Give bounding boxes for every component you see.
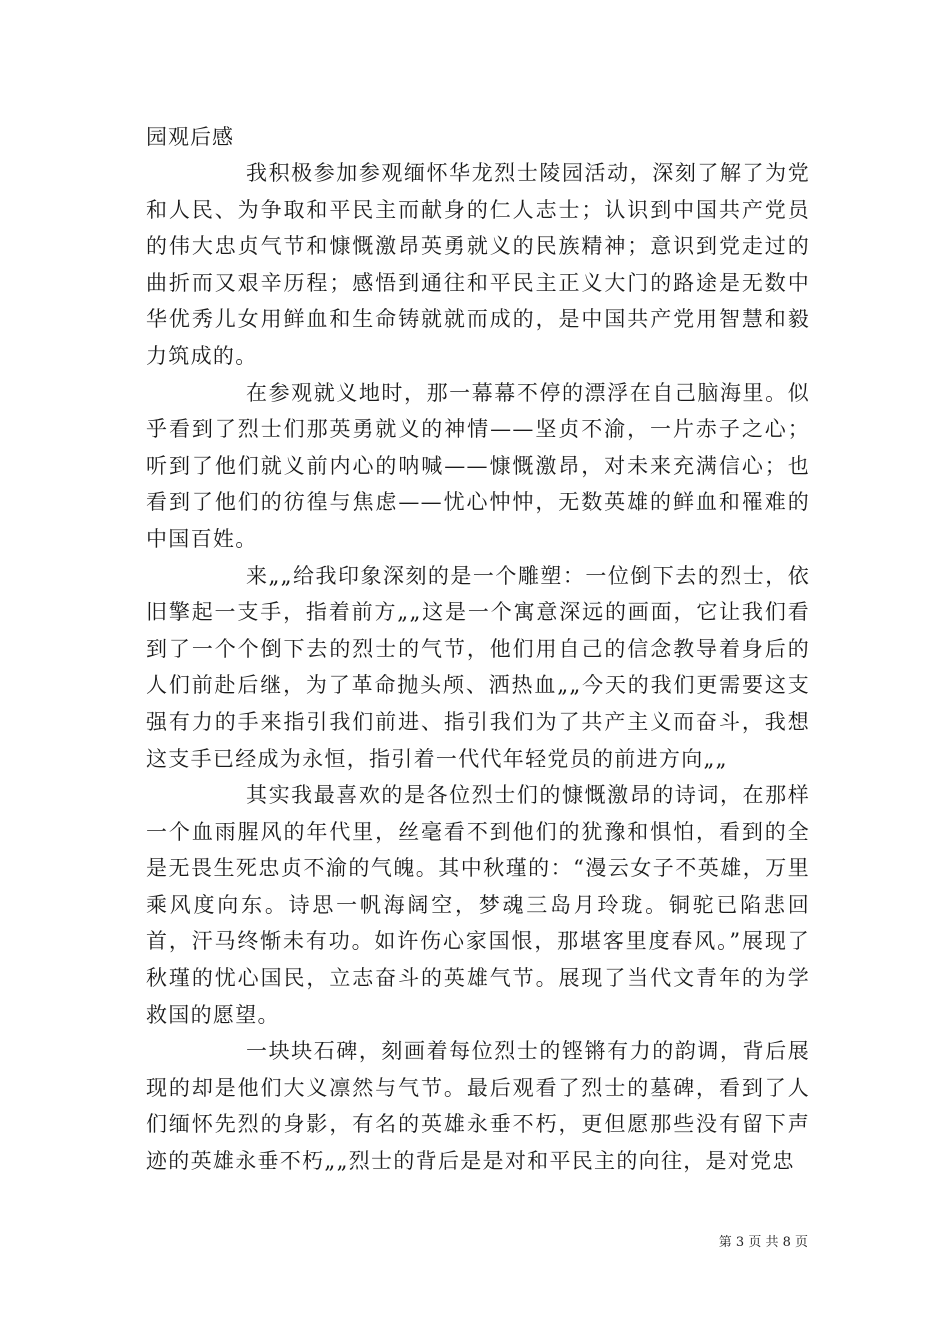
- paragraph: 一块块石碑，刻画着每位烈士的铿锵有力的韵调，背后展现的却是他们大义凛然与气节。最后观看了烈士的墓碑，看到了人们缅怀先烈的身影，有名的英雄永垂不朽，更但愿那些没有留下声迹的英雄永垂不朽„„烈士的背后是是对和平民主的向往，是对党忠: [146, 1039, 810, 1174]
- heading-fragment: 园观后感: [146, 125, 234, 149]
- body-text: [146, 155, 810, 1180]
- paragraph: 来„„给我印象深刻的是一个雕塑：一位倒下去的烈士，依旧擎起一支手，指着前方„„这是一个寓意深远的画面，它让我们看到了一个个倒下去的烈士的气节，他们用自己的信念教导着身后的人们前赴后继，为了革命抛头颅、洒热血„„今天的我们更需要这支强有力的手来指引我们前进、指引我们为了共产主义而奋斗，我想这支手已经成为永恒，指引着一代代年轻党员的前进方向„„: [146, 563, 810, 771]
- paragraph: 其实我最喜欢的是各位烈士们的慷慨激昂的诗词，在那样一个血雨腥风的年代里，丝毫看不到他们的犹豫和惧怕，看到的全是无畏生死忠贞不渝的气魄。其中秋瑾的：“漫云女子不英雄，万里乘风度向东。诗思一帆海阔空，梦魂三岛月玲珑。铜驼已陷悲回首，汗马终惭未有功。如许伤心家国恨，那堪客里度春风。”展现了秋瑾的忧心国民，立志奋斗的英雄气节。展现了当代文青年的为学救国的愿望。: [146, 783, 810, 1027]
- paragraph: 我积极参加参观缅怀华龙烈士陵园活动，深刻了解了为党和人民、为争取和平民主而献身的仁人志士；认识到中国共产党员的伟大忠贞气节和慷慨激昂英勇就义的民族精神；意识到党走过的曲折而又艰辛历程；感悟到通往和平民主正义大门的路途是无数中华优秀儿女用鲜血和生命铸就就而成的，是中国共产党用智慧和毅力筑成的。: [146, 161, 810, 368]
- paragraph: 在参观就义地时，那一幕幕不停的漂浮在自己脑海里。似乎看到了烈士们那英勇就义的神情——坚贞不渝，一片赤子之心；听到了他们就义前内心的呐喊——慷慨激昂，对未来充满信心；也看到了他们的彷徨与焦虑——忧心忡忡，无数英雄的鲜血和罹难的中国百姓。: [146, 380, 810, 551]
- page-number-footer: 第 3 页 共 8 页: [718, 1235, 808, 1250]
